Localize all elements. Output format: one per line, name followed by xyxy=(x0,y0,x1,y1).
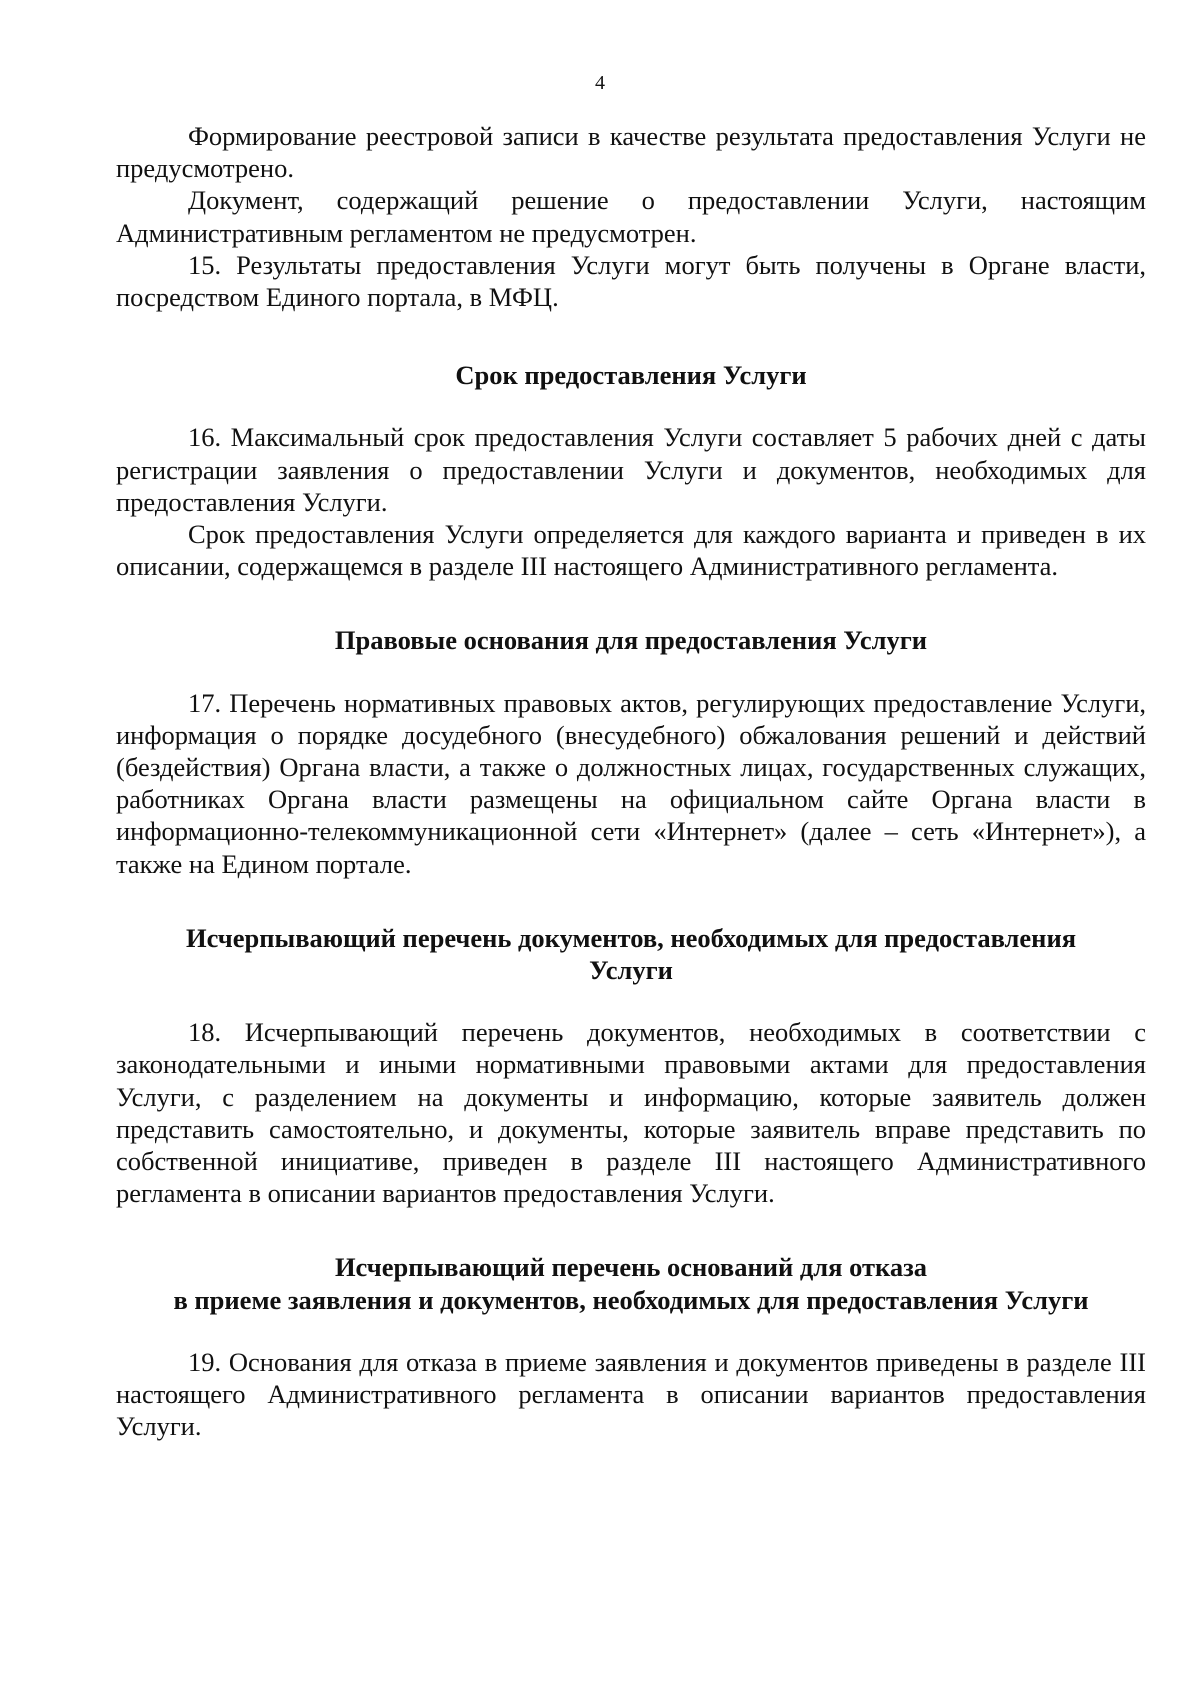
paragraph-item-17: 17. Перечень нормативных правовых актов, регулирующих предоставление Услуги, информация о порядке досудебного (внесудебного) обжалования решений и действий (бездействия) Органа власти, а также о должностных лицах, государственных служащих, работниках Органа власти размещены на официальном сайте Органа власти в информационно-телекоммуникационной сети «Интернет» (далее – сеть «Интернет»), а также на Едином портале. xyxy=(116,687,1146,879)
heading-refusal-grounds-line-1: Исчерпывающий перечень оснований для отказа xyxy=(334,1252,928,1283)
paragraph-decision-document: Документ, содержащий решение о предоставлении Услуги, настоящим Административным регламентом не предусмотрен. xyxy=(116,185,1146,248)
paragraph-registry-record: Формирование реестровой записи в качестве результата предоставления Услуги не предусмотрено. xyxy=(116,121,1146,184)
page-number: 4 xyxy=(595,72,605,94)
heading-legal-grounds: Правовые основания для предоставления Услуги xyxy=(334,625,928,656)
section-legal-grounds xyxy=(116,687,1146,880)
heading-required-documents-line-1: Исчерпывающий перечень документов, необходимых для предоставления xyxy=(185,922,1077,953)
paragraph-item-19: 19. Основания для отказа в приеме заявления и документов приведены в разделе III настоящего Административного регламента в описании вариантов предоставления Услуги. xyxy=(116,1346,1146,1442)
heading-required-documents xyxy=(116,922,1146,986)
paragraph-term-variants: Срок предоставления Услуги определяется для каждого варианта и приведен в их описании, содержащемся в разделе III настоящего Административного регламента. xyxy=(116,519,1146,582)
heading-required-documents-line-2: Услуги xyxy=(589,955,673,986)
paragraph-item-15: 15. Результаты предоставления Услуги могут быть получены в Органе власти, посредством Единого портала, в МФЦ. xyxy=(116,249,1146,313)
heading-refusal-grounds xyxy=(116,1251,1146,1315)
section-refusal-grounds xyxy=(116,1346,1146,1443)
section-service-term xyxy=(116,421,1146,582)
paragraph-item-16: 16. Максимальный срок предоставления Услуги составляет 5 рабочих дней с даты регистрации заявления о предоставлении Услуги и документов, необходимых для предоставления Услуги. xyxy=(116,422,1146,517)
heading-refusal-grounds-line-2: в приеме заявления и документов, необходимых для предоставления Услуги xyxy=(173,1284,1089,1315)
section-required-documents xyxy=(116,1016,1146,1209)
heading-service-term: Срок предоставления Услуги xyxy=(455,360,807,391)
section-result-receipt xyxy=(116,120,1146,313)
paragraph-item-18: 18. Исчерпывающий перечень документов, необходимых в соответствии с законодательными и иными нормативными правовыми актами для предоставления Услуги, с разделением на документы и информацию, которые заявитель должен представить самостоятельно, и документы, которые заявитель вправе представить по собственной инициативе, приведен в разделе III настоящего Административного регламента в описании вариантов предоставления Услуги. xyxy=(116,1017,1146,1209)
document-body xyxy=(116,120,1146,1443)
